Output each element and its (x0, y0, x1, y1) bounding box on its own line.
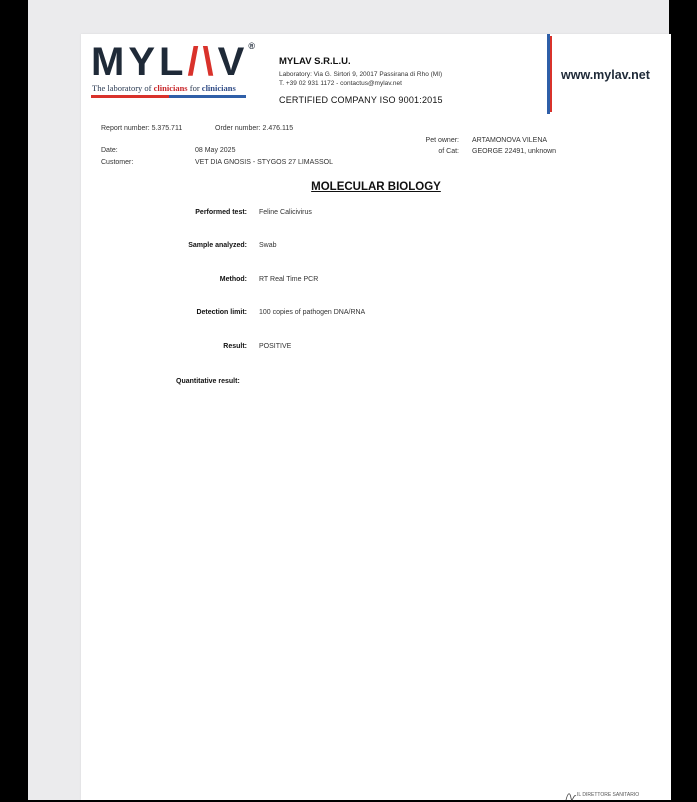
iso-certification: CERTIFIED COMPANY ISO 9001:2015 (279, 95, 443, 105)
result-value: RT Real Time PCR (259, 276, 319, 283)
customer-value: VET DIA GNOSIS - STYGOS 27 LIMASSOL (195, 159, 333, 166)
logo-registered-mark: ® (248, 41, 255, 51)
order-number (215, 125, 293, 132)
signature-caption: IL DIRETTORE SANITARIO (577, 792, 640, 798)
logo-bar-red (91, 95, 169, 98)
logo-accent-glyph: /\ (187, 40, 218, 84)
tagline-prefix: The laboratory of (92, 83, 154, 93)
report-number-label: Report number: (101, 125, 150, 132)
signature-scribble-icon (565, 790, 577, 802)
pet-owner-value: ARTAMONOVA VILENA (472, 137, 548, 144)
quantitative-result-label: Quantitative result: (176, 378, 240, 385)
company-contact: T. +39 02 931 1172 - contactus@mylav.net (279, 80, 402, 87)
company-info (279, 56, 499, 105)
report-page (81, 34, 671, 800)
date-label: Date: (101, 147, 118, 154)
pet-owner-label: Pet owner: (425, 137, 459, 144)
company-name: MYLAV S.R.L.U. (279, 56, 351, 67)
logo-tagline (92, 83, 236, 93)
result-label: Result: (223, 343, 247, 350)
order-number-label: Order number: (215, 125, 261, 132)
tagline-highlight-1: clinicians (153, 83, 188, 93)
order-number-value: 2.476.115 (262, 125, 294, 132)
mylav-logo (91, 42, 255, 82)
tagline-mid: for (187, 83, 202, 93)
logo-text-part3: V (217, 40, 249, 84)
website-link[interactable]: www.mylav.net (561, 68, 650, 82)
logo-text-part1: MYL (91, 40, 188, 84)
result-row-performed-test (141, 209, 601, 221)
logo-bar-blue (169, 95, 247, 98)
section-title: MOLECULAR BIOLOGY (311, 181, 441, 193)
result-label: Method: (219, 276, 247, 283)
result-row-method (141, 276, 601, 288)
result-label: Detection limit: (196, 309, 247, 316)
result-value: 100 copies of pathogen DNA/RNA (259, 309, 366, 316)
header-divider-red (550, 36, 552, 112)
result-label: Performed test: (195, 209, 247, 216)
result-row-detection-limit (141, 309, 601, 321)
company-address: Laboratory: Via G. Sirtori 9, 20017 Passirana di Rho (MI) (279, 71, 443, 78)
customer-label: Customer: (101, 159, 134, 166)
report-number (101, 125, 182, 132)
logo-color-bar (91, 95, 246, 98)
result-value: Swab (259, 242, 277, 249)
report-number-value: 5.375.711 (151, 125, 183, 132)
result-row-sample (141, 242, 601, 254)
director-signature (565, 790, 665, 802)
result-value: POSITIVE (259, 343, 292, 350)
result-row-result (141, 343, 601, 355)
cat-value: GEORGE 22491, unknown (472, 148, 557, 155)
date-value: 08 May 2025 (195, 147, 236, 154)
cat-label: of Cat: (438, 148, 459, 155)
result-label: Sample analyzed: (188, 242, 247, 249)
document-viewer-frame (28, 0, 669, 800)
tagline-highlight-2: clinicians (201, 83, 236, 93)
result-value: Feline Calicivirus (259, 209, 312, 216)
